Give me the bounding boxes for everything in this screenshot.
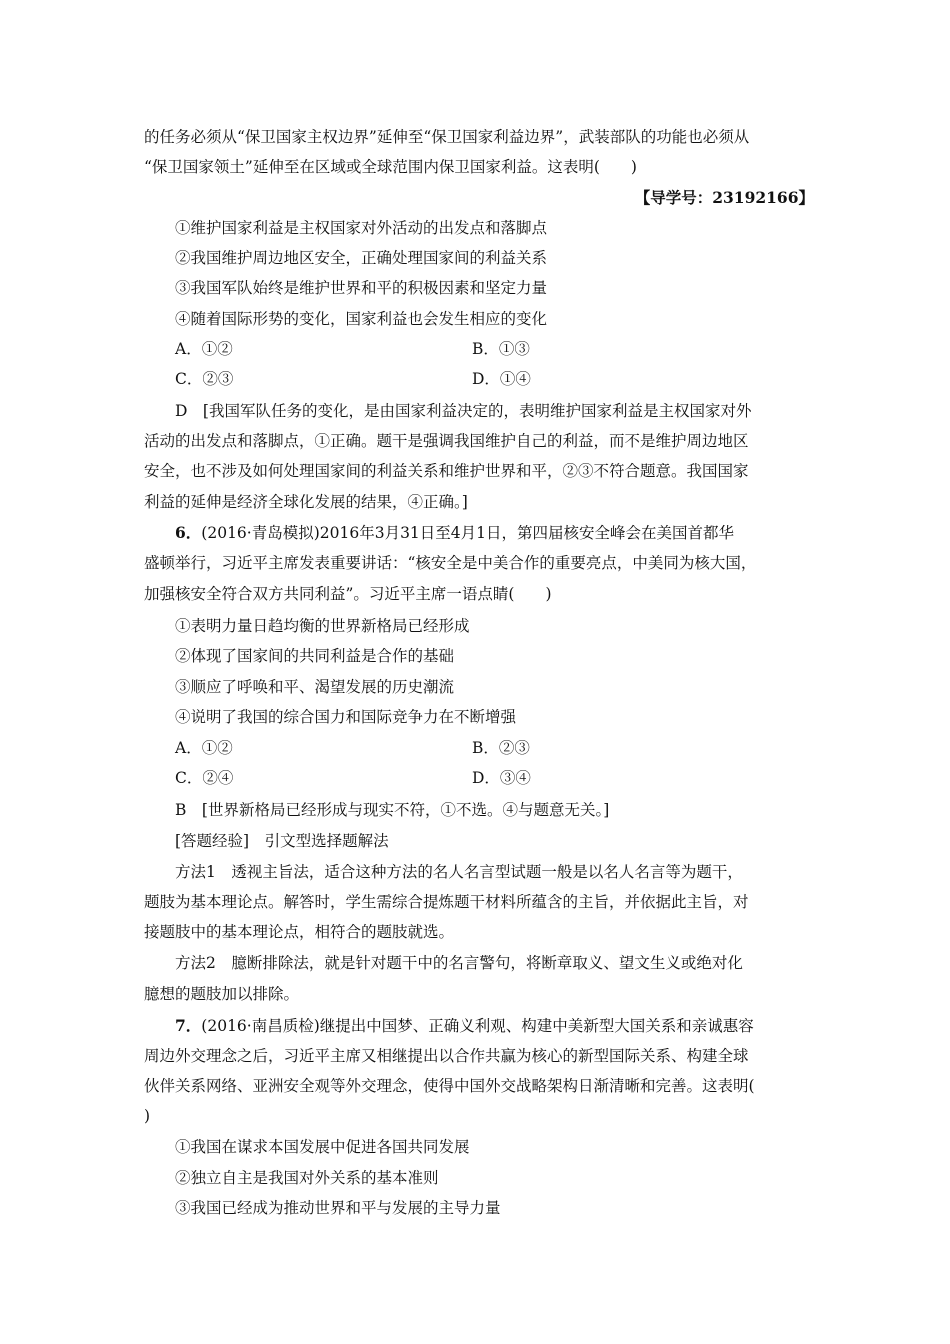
q5-option-a: A．①② (175, 340, 233, 358)
q6-answer-line: B [世界新格局已经形成与现实不符，①不选。④与题意无关。] (175, 801, 610, 819)
method1-line: 接题肢中的基本理论点，相符合的题肢就选。 (144, 923, 455, 941)
q6-item: ④说明了我国的综合国力和国际竞争力在不断增强 (175, 708, 517, 726)
q5-answer-line: 利益的延伸是经济全球化发展的结果，④正确。] (144, 493, 468, 511)
q5-item: ④随着国际形势的变化，国家利益也会发生相应的变化 (175, 310, 548, 328)
q6-item: ③顺应了呼唤和平、渴望发展的历史潮流 (175, 678, 455, 696)
q6-option-a: A．①② (175, 739, 233, 757)
q7-item: ③我国已经成为推动世界和平与发展的主导力量 (175, 1199, 501, 1217)
q6-item: ①表明力量日趋均衡的世界新格局已经形成 (175, 617, 470, 635)
q6-stem-text: (2016·青岛模拟)2016年3月31日至4月1日，第四届核安全峰会在美国首都华 (201, 524, 735, 542)
q5-stem-line: “保卫国家领土”延伸至在区域或全球范围内保卫国家利益。这表明( ) (144, 158, 637, 176)
q5-answer-line: 安全，也不涉及如何处理国家间的利益关系和维护世界和平，②③不符合题意。我国国家 (144, 462, 749, 480)
q7-number: 7． (175, 1016, 202, 1035)
q6-item: ②体现了国家间的共同利益是合作的基础 (175, 647, 455, 665)
method1-line: 题肢为基本理论点。解答时，学生需综合提炼题干材料所蕴含的主旨，并依据此主旨，对 (144, 893, 749, 911)
guide-number: 【导学号：23192166】 (634, 188, 814, 207)
q5-stem-line: 的任务必须从“保卫国家主权边界”延伸至“保卫国家利益边界”，武装部队的功能也必须从 (144, 128, 750, 146)
q6-stem-line (175, 523, 815, 543)
q6-number: 6． (175, 523, 202, 542)
q6-option-b: B．②③ (472, 739, 530, 757)
method2-line: 臆想的题肢加以排除。 (144, 985, 300, 1003)
q5-item: ②我国维护周边地区安全，正确处理国家间的利益关系 (175, 249, 548, 267)
q7-item: ②独立自主是我国对外关系的基本准则 (175, 1169, 439, 1187)
q7-stem-line: 周边外交理念之后，习近平主席又相继提出以合作共赢为核心的新型国际关系、构建全球 (144, 1047, 749, 1065)
q7-stem-line: ) (144, 1107, 151, 1125)
experience-title: [答题经验] 引文型选择题解法 (175, 832, 389, 850)
q5-option-b: B．①③ (472, 340, 530, 358)
q5-option-d: D．①④ (472, 370, 531, 388)
q5-item: ①维护国家利益是主权国家对外活动的出发点和落脚点 (175, 219, 548, 237)
q6-stem-line: 加强核安全符合双方共同利益”。习近平主席一语点睛( ) (144, 585, 552, 603)
q5-option-c: C．②③ (175, 370, 234, 388)
q5-answer-line: D [我国军队任务的变化，是由国家利益决定的，表明维护国家利益是主权国家对外 (175, 402, 752, 420)
q6-stem-line: 盛顿举行，习近平主席发表重要讲话：“核安全是中美合作的重要亮点，中美同为核大国， (144, 554, 757, 572)
q6-option-d: D．③④ (472, 769, 531, 787)
q5-item: ③我国军队始终是维护世界和平的积极因素和坚定力量 (175, 279, 548, 297)
q6-option-c: C．②④ (175, 769, 234, 787)
q5-answer-line: 活动的出发点和落脚点，①正确。题干是强调我国维护自己的利益，而不是维护周边地区 (144, 432, 749, 450)
method2-line: 方法2 臆断排除法，就是针对题干中的名言警句，将断章取义、望文生义或绝对化 (175, 954, 743, 972)
q7-stem-line: 伙伴关系网络、亚洲安全观等外交理念，使得中国外交战略架构日渐清晰和完善。这表明( (144, 1077, 755, 1095)
q7-stem-text: (2016·南昌质检)继提出中国梦、正确义利观、构建中美新型大国关系和亲诚惠容 (201, 1017, 754, 1035)
q7-stem-line (175, 1016, 815, 1036)
q7-item: ①我国在谋求本国发展中促进各国共同发展 (175, 1138, 470, 1156)
method1-line: 方法1 透视主旨法，适合这种方法的名人名言型试题一般是以名人名言等为题干， (175, 863, 743, 881)
